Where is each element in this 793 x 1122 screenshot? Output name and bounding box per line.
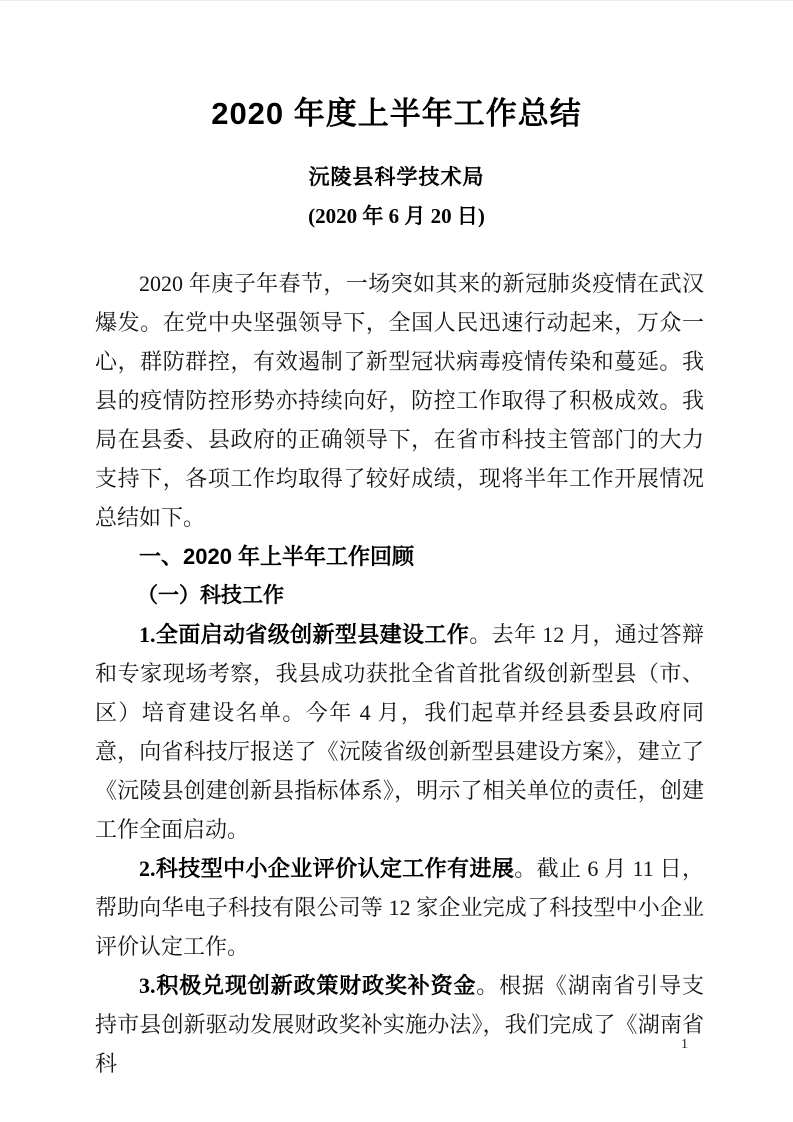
subsection-heading: （一）科技工作	[137, 583, 284, 607]
numbered-item-3	[95, 966, 704, 1083]
item-2-text: 。截止 6 月 11 日，帮助向华电子科技有限公司等 12 家企业完成了科技型中小企业评价认定工作。	[95, 856, 704, 959]
numbered-item-1	[95, 615, 704, 849]
item-3-lead: 3.积极兑现创新政策财政奖补资金	[139, 973, 477, 998]
intro-paragraph: 2020 年庚子年春节，一场突如其来的新冠肺炎疫情在武汉爆发。在党中央坚强领导下，全国人民迅速行动起来，万众一心，群防群控，有效遏制了新型冠状病毒疫情传染和蔓延。我县的疫情防控形势亦持续向好，防控工作取得了积极成效。我局在县委、县政府的正确领导下，在省市科技主管部门的大力支持下，各项工作均取得了较好成绩，现将半年工作开展情况总结如下。	[95, 271, 704, 530]
item-1-text: 。去年 12 月，通过答辩和专家现场考察，我县成功获批全省首批省级创新型县（市、区）培育建设名单。今年 4 月，我们起草并经县委县政府同意，向省科技厅报送了《沅陵省级创新型县建设方案》，建立了《沅陵县创建创新县指标体系》，明示了相关单位的责任，创建工作全面启动。	[95, 622, 704, 842]
section-heading: 一、2020 年上半年工作回顾	[139, 544, 415, 569]
item-1-lead: 1.全面启动省级创新型县建设工作	[139, 622, 470, 647]
document-date: (2020 年 6 月 20 日)	[308, 204, 485, 228]
page-number: 1	[681, 1037, 688, 1052]
item-3-text: 。根据《湖南省引导支持市县创新驱动发展财政奖补实施办法》，我们完成了《湖南省科	[95, 973, 704, 1076]
numbered-item-2	[95, 849, 704, 966]
document-author-org: 沅陵县科学技术局	[308, 165, 485, 189]
document-title: 2020 年度上半年工作总结	[211, 96, 582, 131]
item-2-lead: 2.科技型中小企业评价认定工作有进展	[139, 856, 515, 881]
document-body	[95, 264, 704, 1083]
